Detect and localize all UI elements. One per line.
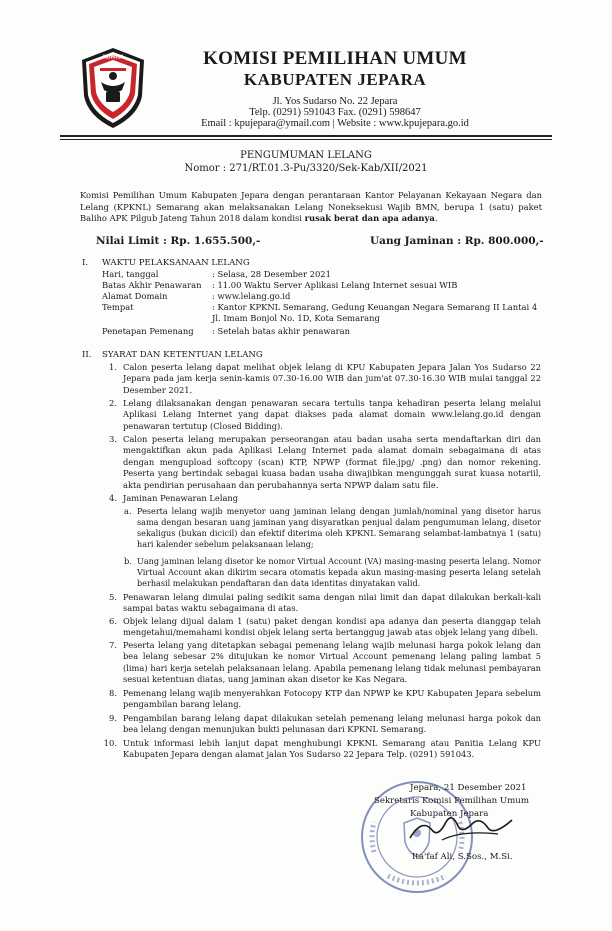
row-value: : Kantor KPKNL Semarang, Gedung Keuangan Negara Semarang II Lantai 4 [212, 302, 538, 312]
handwritten-signature-icon [402, 800, 522, 850]
list-item-number: 8. [109, 688, 117, 698]
sub-item: Peserta lelang wajib menyetor uang jaminan lelang dengan jumlah/nominal yang disetor harus sama dengan besaran uang jaminan yang disyaratkan penjual dalam pengumuman lelang, disetor sekaligus (bukan dicicil) dan efektif diterima oleh KPKNL Semarang selambat-lambatnya 1 (satu) hari kalender sebelum pelaksanaan lelang; [137, 506, 541, 550]
kpu-logo-icon [78, 46, 148, 130]
logo-text: KOMISI [102, 54, 124, 61]
list-item-number: 10. [103, 738, 117, 748]
announcement-title: PENGUMUMAN LELANG [240, 150, 372, 161]
list-item: Peserta lelang yang ditetapkan sebagai pemenang lelang wajib melunasi harga pokok lelang dan bea lelang sebesar 2% ditujukan ke nomor Virtual Account pemenang lelang paling lambat 5 (lima) hari kerja setelah pelaksanaan lelang. Apabila pemenang lelang tidak melunasi pembayaran sesuai ketentuan diatas, uang jaminan akan disetor ke Kas Negara. [123, 640, 541, 685]
list-item-number: 7. [109, 640, 117, 650]
list-item: Pengambilan barang lelang dapat dilakukan setelah pemenang lelang melunasi harga pokok dan bea lelang dengan menunjukan bukti pelunasan dari KPKNL Semarang. [123, 713, 541, 735]
list-item-number: 3. [109, 434, 117, 444]
row-value: : www.lelang.go.id [212, 291, 291, 301]
section1-title: WAKTU PELAKSANAAN LELANG [102, 258, 250, 268]
sub-item-letter: a. [124, 506, 132, 516]
agency-subtitle: KABUPATEN JEPARA [243, 70, 427, 89]
list-item-number: 4. [109, 493, 117, 503]
list-item-number: 2. [109, 398, 117, 408]
signature-position-region: Kabupaten Jepara [410, 809, 489, 819]
list-item-number: 6. [109, 616, 117, 626]
list-item: Jaminan Penawaran Lelang [123, 493, 239, 503]
row-value: : Selasa, 28 Desember 2021 [212, 269, 331, 279]
sub-item: Uang jaminan lelang disetor ke nomor Virtual Account (VA) masing-masing peserta lelang. Nomor Virtual Account akan dikirim secara otomatis kepada akun masing-masing peserta lelang setelah berhasil melakukan pendaftaran dan data identitas dinyatakan valid. [137, 556, 541, 589]
row-label: Batas Akhir Penawaran [102, 280, 202, 290]
signature-place-date: Jepara, 21 Desember 2021 [410, 783, 527, 793]
list-item-number: 1. [109, 362, 117, 372]
row-label: Alamat Domain [102, 291, 168, 301]
list-item: Objek lelang dijual dalam 1 (satu) paket dengan kondisi apa adanya dan peserta dianggap telah mengetahui/memahami kondisi objek lelang serta bertanggug jawab atas objek lelang yang dibeli. [123, 616, 541, 638]
agency-address: Jl. Yos Sudarso No. 22 Jepara [272, 96, 398, 107]
letterhead-divider [60, 135, 552, 137]
sub-item-letter: b. [124, 556, 132, 566]
nilai-limit: Nilai Limit : Rp. 1.655.500,- [96, 235, 261, 247]
row-value: Jl. Imam Bonjol No. 1D, Kota Semarang [212, 313, 380, 323]
list-item: Calon peserta lelang dapat melihat objek lelang di KPU Kabupaten Jepara Jalan Yos Sudarso 22 Jepara pada jam kerja senin-kamis 07.30-16.00 WIB dan jum'at 07.30-16.30 WIB mulai tanggal 22 Desember 2021. [123, 362, 541, 395]
announcement-number: Nomor : 271/RT.01.3-Pu/3320/Sek-Kab/XII/2021 [184, 163, 428, 174]
signatory-name: Ita'faf Ali, S.Sos., M.Si. [412, 852, 513, 862]
row-value: : 11.00 Waktu Server Aplikasi Lelang Internet sesuai WIB [212, 280, 458, 290]
intro-paragraph: Komisi Pemilihan Umum Kabupaten Jepara dengan perantaraan Kantor Pelayanan Kekayaan Negara dan Lelang (KPKNL) Semarang akan melaksanakan Lelang Noneksekusi Wajib BMN, berupa 1 (satu) paket Baliho APK Pilgub Jateng Tahun 2018 dalam kondisi rusak berat dan apa adanya. [80, 190, 542, 224]
agency-phone: Telp. (0291) 591043 Fax. (0291) 598647 [249, 107, 421, 118]
row-label: Penetapan Pemenang [102, 326, 194, 336]
section2-title: SYARAT DAN KETENTUAN LELANG [102, 350, 263, 360]
letterhead-divider-thin [60, 139, 552, 140]
list-item: Lelang dilaksanakan dengan penawaran secara tertulis tanpa kehadiran peserta lelang melalui Aplikasi Lelang Internet yang dapat diakses pada alamat domain www.lelang.go.id dengan penawaran tertutup (Closed Bidding). [123, 398, 541, 431]
row-label: Tempat [102, 302, 134, 312]
uang-jaminan: Uang Jaminan : Rp. 800.000,- [370, 235, 544, 247]
list-item: Penawaran lelang dimulai paling sedikit sama dengan nilai limit dan dapat dilakukan berkali-kali sampai batas waktu sebagaimana di atas. [123, 592, 541, 614]
agency-title: KOMISI PEMILIHAN UMUM [203, 48, 467, 69]
row-label: Hari, tanggal [102, 269, 159, 279]
section2-number: II. [82, 350, 92, 360]
row-value: : Setelah batas akhir penawaran [212, 326, 350, 336]
list-item: Calon peserta lelang merupakan perseorangan atau badan usaha serta mendaftarkan diri dan mengaktifkan akun pada Aplikasi Lelang Internet pada alamat domain sebagaimana di atas dengan mengupload softcopy (scan) KTP, NPWP (format file.jpg/ .png) dan nomor rekening. Peserta yang bertindak sebagai kuasa badan usaha diwajibkan mengunggah surat kuasa notariil, akta pendirian perusahaan dan perubahannya serta NPWP dalam satu file. [123, 434, 541, 490]
list-item: Untuk informasi lebih lanjut dapat menghubungi KPKNL Semarang atau Panitia Lelang KPU Kabupaten Jepara dengan alamat jalan Yos Sudarso 22 Jepara Telp. (0291) 591043. [123, 738, 541, 760]
signature-position: Sekretaris Komisi Pemilihan Umum [374, 796, 529, 806]
list-item-number: 9. [109, 713, 117, 723]
agency-email-website: Email : kpujepara@ymail.com | Website : www.kpujepara.go.id [201, 118, 469, 129]
section1-number: I. [82, 258, 89, 268]
list-item: Pemenang lelang wajib menyerahkan Fotocopy KTP dan NPWP ke KPU Kabupaten Jepara sebelum pengambilan barang lelang. [123, 688, 541, 710]
list-item-number: 5. [109, 592, 117, 602]
